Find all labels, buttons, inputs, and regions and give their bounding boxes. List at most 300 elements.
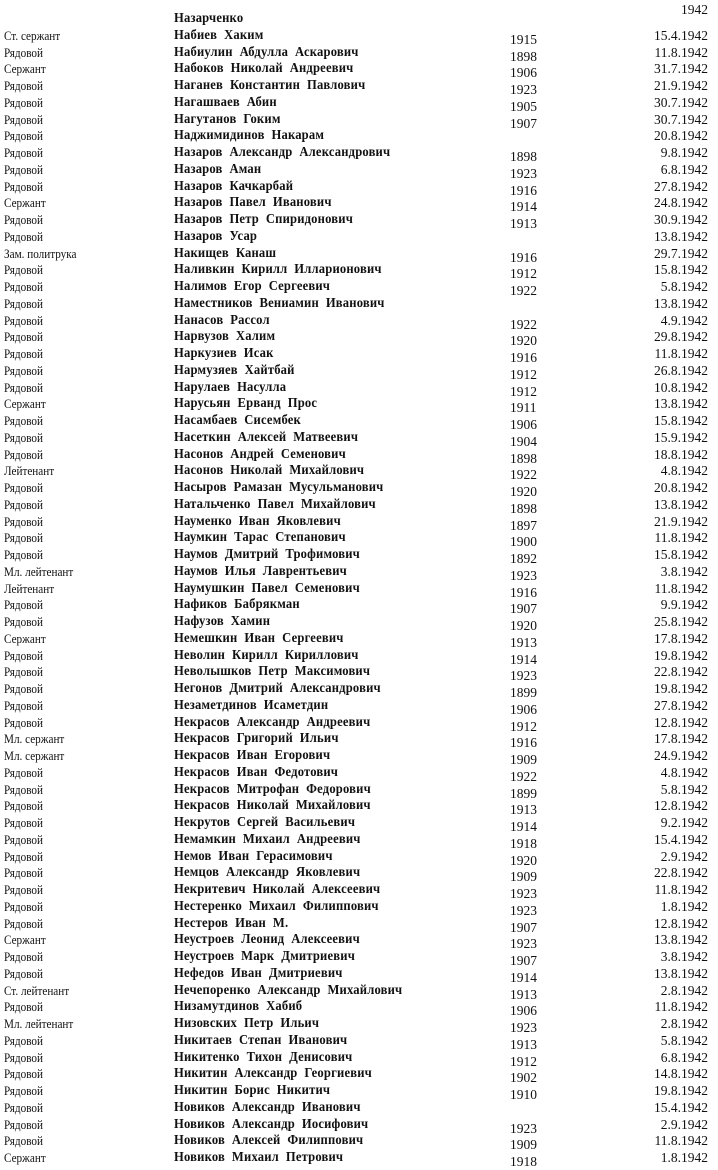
roster-row	[0, 714, 718, 734]
death-date-cell: 5.8.1942	[660, 1032, 708, 1048]
roster-row	[0, 630, 718, 650]
rank-cell: Рядовой	[4, 279, 43, 294]
death-date-cell: 15.8.1942	[654, 413, 708, 428]
name-cell: Назаров Петр Спиридонович	[174, 212, 353, 227]
name-cell: Науменко Иван Яковлевич	[174, 513, 341, 529]
rank-cell: Сержант	[4, 630, 46, 646]
rank-cell: Мл. сержант	[4, 731, 65, 747]
birth-year-cell: 1913	[510, 802, 537, 818]
rank-cell: Рядовой	[4, 446, 43, 462]
rank-cell: Рядовой	[4, 1099, 43, 1115]
roster-row	[0, 1049, 718, 1069]
roster-row	[0, 379, 718, 399]
death-date-cell: 19.8.1942	[654, 1083, 708, 1098]
death-date-cell: 3.8.1942	[660, 563, 708, 579]
rank-cell: Рядовой	[4, 647, 43, 663]
birth-year-cell: 1920	[510, 484, 537, 499]
rank-cell: Рядовой	[4, 480, 43, 495]
roster-row	[0, 764, 718, 784]
rank-cell: Рядовой	[4, 513, 43, 529]
birth-year-cell: 1912	[510, 266, 537, 282]
death-date-cell: 13.8.1942	[654, 228, 708, 244]
rank-cell: Рядовой	[4, 128, 43, 144]
death-date-cell: 27.8.1942	[654, 178, 708, 194]
birth-year-cell: 1899	[510, 785, 537, 801]
name-cell: Наумкин Тарас Степанович	[174, 530, 346, 546]
roster-row	[0, 1116, 718, 1136]
birth-year-cell: 1914	[510, 199, 537, 215]
name-cell: Набиев Хаким	[174, 27, 264, 43]
name-cell: Насонов Николай Михайлович	[174, 463, 365, 479]
name-cell: Нагашваев Абин	[174, 94, 277, 110]
name-cell: Наливкин Кирилл Илларионович	[174, 262, 382, 278]
rank-cell: Рядовой	[4, 898, 43, 914]
rank-cell: Мл. сержант	[4, 748, 65, 763]
rank-cell: Рядовой	[4, 1083, 43, 1098]
roster-row	[0, 647, 718, 667]
death-date-cell: 11.8.1942	[654, 530, 708, 546]
roster-row	[0, 278, 718, 298]
birth-year-cell: 1916	[510, 249, 537, 265]
roster-row	[0, 965, 718, 985]
roster-row	[0, 563, 718, 583]
rank-cell: Рядовой	[4, 664, 43, 680]
roster-row	[0, 111, 718, 131]
name-cell: Некрасов Николай Михайлович	[174, 798, 371, 814]
roster-row	[0, 998, 718, 1019]
death-date-cell: 11.8.1942	[654, 580, 708, 596]
roster-row	[0, 328, 718, 349]
death-date-cell: 14.8.1942	[654, 1066, 708, 1082]
death-date-cell: 30.9.1942	[654, 212, 708, 227]
death-date-cell: 9.2.1942	[660, 815, 708, 830]
death-date-cell: 12.8.1942	[654, 915, 708, 931]
birth-year-cell: 1906	[510, 701, 537, 717]
roster-row	[0, 697, 718, 717]
name-cell: Назаров Усар	[174, 228, 258, 244]
name-cell: Наркузиев Исак	[174, 346, 274, 361]
roster-row	[0, 529, 718, 550]
rank-cell: Рядовой	[4, 949, 43, 964]
birth-year-cell: 1913	[510, 1036, 537, 1052]
rank-cell: Рядовой	[4, 882, 43, 897]
roster-row	[0, 730, 718, 751]
birth-year-cell: 1923	[510, 1120, 537, 1136]
roster-row	[0, 10, 718, 27]
name-cell: Нафиков Бабрякман	[174, 597, 300, 613]
roster-row	[0, 881, 718, 901]
birth-year-cell: 1897	[510, 517, 537, 533]
name-cell: Накищев Канаш	[174, 245, 277, 261]
rank-cell: Рядовой	[4, 848, 43, 864]
birth-year-cell: 1916	[510, 735, 537, 751]
roster-row	[0, 982, 718, 1002]
birth-year-cell: 1892	[510, 551, 537, 566]
roster-row	[0, 1132, 718, 1153]
death-date-cell: 26.8.1942	[654, 362, 708, 378]
death-date-cell: 13.8.1942	[654, 496, 708, 512]
birth-year-cell: 1906	[510, 65, 537, 81]
roster-row	[0, 513, 718, 533]
roster-row	[0, 1082, 718, 1102]
rank-cell: Рядовой	[4, 831, 43, 847]
death-date-cell: 19.8.1942	[654, 681, 708, 696]
birth-year-cell: 1916	[510, 182, 537, 198]
roster-row	[0, 580, 718, 600]
death-date-cell: 18.8.1942	[654, 446, 708, 462]
birth-year-cell: 1923	[510, 668, 537, 684]
name-cell: Нестеров Иван М.	[174, 915, 289, 931]
birth-year-cell: 1923	[510, 165, 537, 181]
death-date-cell: 5.8.1942	[660, 279, 708, 294]
name-cell: Нечепоренко Александр Михайлович	[174, 982, 403, 998]
name-cell: Некрасов Иван Егорович	[174, 748, 331, 763]
death-date-cell: 6.8.1942	[660, 1049, 708, 1065]
death-date-cell: 9.9.1942	[660, 597, 708, 613]
rank-cell: Рядовой	[4, 212, 43, 227]
rank-cell: Рядовой	[4, 530, 43, 546]
name-cell: Некрутов Сергей Васильевич	[174, 815, 356, 830]
birth-year-cell: 1922	[510, 283, 537, 298]
name-cell: Немов Иван Герасимович	[174, 848, 333, 864]
birth-year-cell: 1922	[510, 316, 537, 332]
roster-row	[0, 781, 718, 801]
death-date-cell: 1.8.1942	[660, 1150, 708, 1165]
header-date: 1942	[681, 2, 708, 17]
death-date-cell: 5.8.1942	[660, 781, 708, 797]
rank-cell: Рядовой	[4, 44, 43, 60]
birth-year-cell: 1907	[510, 601, 537, 617]
name-cell: Нагутанов Гоким	[174, 111, 281, 127]
birth-year-cell: 1920	[510, 618, 537, 633]
death-date-cell: 29.7.1942	[654, 245, 708, 261]
rank-cell: Сержант	[4, 932, 46, 948]
birth-year-cell: 1923	[510, 936, 537, 952]
death-date-cell: 2.8.1942	[660, 982, 708, 998]
death-date-cell: 21.9.1942	[654, 513, 708, 529]
death-date-cell: 20.8.1942	[654, 480, 708, 495]
rank-cell: Сержант	[4, 1150, 46, 1165]
rank-cell: Рядовой	[4, 1133, 43, 1149]
death-date-cell: 15.8.1942	[654, 262, 708, 278]
birth-year-cell: 1923	[510, 886, 537, 901]
rank-cell: Рядовой	[4, 798, 43, 814]
name-cell: Новиков Александр Иосифович	[174, 1116, 369, 1132]
rank-cell: Рядовой	[4, 697, 43, 713]
rank-cell: Ст. лейтенант	[4, 982, 70, 998]
roster-row	[0, 596, 718, 617]
birth-year-cell: 1912	[510, 366, 537, 382]
name-cell: Наганев Константин Павлович	[174, 78, 366, 93]
death-date-cell: 17.8.1942	[654, 630, 708, 646]
name-cell: Новиков Алексей Филиппович	[174, 1133, 364, 1149]
name-cell: Назарченко	[174, 11, 244, 26]
roster-row	[0, 848, 718, 868]
death-date-cell: 12.8.1942	[654, 714, 708, 730]
name-cell: Наместников Вениамин Иванович	[174, 295, 385, 311]
death-date-cell: 11.8.1942	[654, 882, 708, 897]
name-cell: Немешкин Иван Сергеевич	[174, 630, 344, 646]
death-date-cell: 2.9.1942	[660, 848, 708, 864]
death-date-cell: 24.8.1942	[654, 195, 708, 211]
death-date-cell: 27.8.1942	[654, 697, 708, 713]
death-date-cell: 13.8.1942	[654, 965, 708, 981]
roster-row	[0, 915, 718, 935]
death-date-cell: 22.8.1942	[654, 865, 708, 881]
roster-row	[0, 462, 718, 483]
birth-year-cell: 1914	[510, 651, 537, 667]
name-cell: Натальченко Павел Михайлович	[174, 496, 376, 512]
birth-year-cell: 1906	[510, 417, 537, 432]
birth-year-cell: 1923	[510, 902, 537, 918]
birth-year-cell: 1923	[510, 567, 537, 583]
roster-row	[0, 295, 718, 312]
name-cell: Наумов Дмитрий Трофимович	[174, 547, 360, 562]
name-cell: Немцов Александр Яковлевич	[174, 865, 361, 881]
rank-cell: Рядовой	[4, 312, 43, 328]
roster-row	[0, 864, 718, 885]
name-cell: Неволышков Петр Максимович	[174, 664, 371, 680]
death-date-cell: 31.7.1942	[654, 61, 708, 77]
birth-year-cell: 1912	[510, 718, 537, 734]
roster-row	[0, 77, 718, 97]
name-cell: Неволин Кирилл Кириллович	[174, 647, 359, 663]
rank-cell: Рядовой	[4, 1116, 43, 1132]
name-cell: Насонов Андрей Семенович	[174, 446, 346, 462]
rank-cell: Мл. лейтенант	[4, 563, 74, 579]
roster-row	[0, 127, 718, 144]
birth-year-cell: 1920	[510, 333, 537, 349]
death-date-cell: 25.8.1942	[654, 614, 708, 629]
death-date-cell: 4.8.1942	[660, 463, 708, 479]
death-date-cell: 20.8.1942	[654, 128, 708, 144]
birth-year-cell: 1904	[510, 433, 537, 449]
roster-row	[0, 362, 718, 382]
name-cell: Новиков Александр Иванович	[174, 1099, 361, 1115]
death-date-cell: 15.9.1942	[654, 429, 708, 445]
roster-row	[0, 680, 718, 700]
roster-row	[0, 1149, 718, 1169]
name-cell: Нарулаев Насулла	[174, 379, 287, 395]
birth-year-cell: 1913	[510, 216, 537, 231]
birth-year-cell: 1918	[510, 835, 537, 851]
birth-year-cell: 1909	[510, 752, 537, 767]
roster-row	[0, 831, 718, 851]
death-date-cell: 19.8.1942	[654, 647, 708, 663]
rank-cell: Рядовой	[4, 413, 43, 428]
name-cell: Нестеренко Михаил Филиппович	[174, 898, 379, 914]
birth-year-cell: 1912	[510, 383, 537, 399]
name-cell: Нефедов Иван Дмитриевич	[174, 965, 343, 981]
death-date-cell: 13.8.1942	[654, 396, 708, 412]
name-cell: Неустроев Марк Дмитриевич	[174, 949, 355, 964]
name-cell: Никитенко Тихон Денисович	[174, 1049, 353, 1065]
rank-cell: Рядовой	[4, 362, 43, 378]
rank-cell: Рядовой	[4, 161, 43, 177]
roster-row	[0, 144, 718, 164]
roster-row	[0, 44, 718, 64]
roster-row	[0, 312, 718, 332]
rank-cell: Рядовой	[4, 965, 43, 981]
name-cell: Набиулин Абдулла Аскарович	[174, 44, 359, 60]
roster-row	[0, 27, 718, 47]
death-date-cell: 3.8.1942	[660, 949, 708, 964]
rank-cell: Рядовой	[4, 78, 43, 93]
death-date-cell: 17.8.1942	[654, 731, 708, 747]
name-cell: Незаметдинов Исаметдин	[174, 697, 329, 713]
roster-row	[0, 1015, 718, 1035]
name-cell: Некрасов Иван Федотович	[174, 764, 339, 780]
death-date-cell: 21.9.1942	[654, 78, 708, 93]
rank-cell: Мл. лейтенант	[4, 1016, 74, 1031]
rank-cell: Рядовой	[4, 764, 43, 780]
death-date-cell: 22.8.1942	[654, 664, 708, 680]
name-cell: Немамкин Михаил Андреевич	[174, 831, 361, 847]
death-date-cell: 4.8.1942	[660, 764, 708, 780]
name-cell: Некритевич Николай Алексеевич	[174, 882, 381, 897]
name-cell: Назаров Павел Иванович	[174, 195, 332, 211]
name-cell: Некрасов Митрофан Федорович	[174, 781, 371, 797]
birth-year-cell: 1907	[510, 919, 537, 935]
rank-cell: Лейтенант	[4, 580, 55, 596]
roster-row	[0, 797, 718, 818]
name-cell: Назаров Качкарбай	[174, 178, 294, 194]
roster-row	[0, 161, 718, 181]
birth-year-cell: 1906	[510, 1003, 537, 1019]
roster-row	[0, 613, 718, 633]
roster-row	[0, 663, 718, 684]
rank-cell: Рядовой	[4, 1049, 43, 1065]
name-cell: Новиков Михаил Петрович	[174, 1150, 344, 1165]
rank-cell: Рядовой	[4, 597, 43, 613]
death-date-cell: 11.8.1942	[654, 346, 708, 361]
birth-year-cell: 1920	[510, 852, 537, 868]
rank-cell: Рядовой	[4, 496, 43, 512]
rank-cell: Сержант	[4, 396, 46, 412]
birth-year-cell: 1913	[510, 986, 537, 1002]
roster-row	[0, 245, 718, 265]
name-cell: Низовских Петр Ильич	[174, 1016, 320, 1031]
rank-cell: Лейтенант	[4, 463, 55, 479]
name-cell: Нарусьян Ерванд Прос	[174, 396, 318, 412]
rank-cell: Рядовой	[4, 999, 43, 1015]
name-cell: Насеткин Алексей Матвеевич	[174, 429, 359, 445]
rank-cell: Ст. сержант	[4, 27, 61, 43]
death-date-cell: 13.8.1942	[654, 295, 708, 311]
roster-row	[0, 747, 718, 767]
rank-cell: Рядовой	[4, 178, 43, 194]
death-date-cell: 9.8.1942	[660, 145, 708, 160]
birth-year-cell: 1900	[510, 534, 537, 550]
name-cell: Никитаев Степан Иванович	[174, 1032, 348, 1048]
roster-row	[0, 814, 718, 834]
roster-row	[0, 228, 718, 245]
birth-year-cell: 1916	[510, 584, 537, 600]
death-date-cell: 11.8.1942	[654, 44, 708, 60]
birth-year-cell: 1912	[510, 1053, 537, 1069]
birth-year-cell: 1922	[510, 467, 537, 483]
rank-cell: Рядовой	[4, 228, 43, 244]
roster-row	[0, 546, 718, 566]
rank-cell: Рядовой	[4, 329, 43, 345]
birth-year-cell: 1914	[510, 969, 537, 985]
rank-cell: Рядовой	[4, 547, 43, 562]
roster-row	[0, 1065, 718, 1086]
name-cell: Наджимидинов Накарам	[174, 128, 325, 144]
birth-year-cell: 1898	[510, 48, 537, 64]
death-date-cell: 11.8.1942	[654, 1133, 708, 1149]
death-date-cell: 30.7.1942	[654, 94, 708, 110]
roster-row	[0, 931, 718, 952]
death-date-cell: 6.8.1942	[660, 161, 708, 177]
death-date-cell: 15.8.1942	[654, 547, 708, 562]
rank-cell: Рядовой	[4, 429, 43, 445]
death-date-cell: 24.9.1942	[654, 748, 708, 763]
rank-cell: Рядовой	[4, 714, 43, 730]
name-cell: Наумов Илья Лаврентьевич	[174, 563, 347, 579]
death-date-cell: 11.8.1942	[654, 999, 708, 1015]
name-cell: Негонов Дмитрий Александрович	[174, 681, 381, 696]
name-cell: Некрасов Александр Андреевич	[174, 714, 371, 730]
roster-row	[0, 60, 718, 81]
birth-year-cell: 1915	[510, 31, 537, 47]
roster-row	[0, 412, 718, 432]
death-date-cell: 2.9.1942	[660, 1116, 708, 1132]
birth-year-cell: 1909	[510, 869, 537, 885]
roster-row	[0, 496, 718, 516]
rank-cell: Рядовой	[4, 1032, 43, 1048]
birth-year-cell: 1923	[510, 82, 537, 97]
rank-cell: Рядовой	[4, 915, 43, 931]
birth-year-cell: 1911	[510, 400, 537, 416]
rank-cell: Рядовой	[4, 865, 43, 881]
name-cell: Нарвузов Халим	[174, 329, 276, 345]
death-date-cell: 15.4.1942	[654, 831, 708, 847]
birth-year-cell: 1907	[510, 953, 537, 968]
name-cell: Нанасов Рассол	[174, 312, 270, 328]
name-cell: Налимов Егор Сергеевич	[174, 279, 331, 294]
birth-year-cell: 1913	[510, 634, 537, 650]
name-cell: Назаров Аман	[174, 161, 262, 177]
name-cell: Никитин Борис Никитич	[174, 1083, 331, 1098]
name-cell: Нармузяев Хайтбай	[174, 362, 295, 378]
roster-row	[0, 446, 718, 466]
birth-year-cell: 1914	[510, 819, 537, 834]
rank-cell: Рядовой	[4, 781, 43, 797]
rank-cell: Рядовой	[4, 295, 43, 311]
roster-row	[0, 429, 718, 449]
name-cell: Насыров Рамазан Мусульманович	[174, 480, 384, 495]
rank-cell: Рядовой	[4, 1066, 43, 1082]
death-date-cell: 30.7.1942	[654, 111, 708, 127]
name-cell: Низамутдинов Хабиб	[174, 999, 303, 1015]
death-date-cell: 12.8.1942	[654, 798, 708, 814]
death-date-cell: 2.8.1942	[660, 1016, 708, 1031]
roster-row	[0, 94, 718, 114]
roster-row	[0, 178, 718, 198]
birth-year-cell: 1909	[510, 1137, 537, 1153]
roster-row	[0, 948, 718, 968]
rank-cell: Рядовой	[4, 815, 43, 830]
name-cell: Неустроев Леонид Алексеевич	[174, 932, 360, 948]
rank-cell: Рядовой	[4, 262, 43, 278]
name-cell: Никитин Александр Георгиевич	[174, 1066, 372, 1082]
birth-year-cell: 1905	[510, 98, 537, 114]
birth-year-cell: 1923	[510, 1020, 537, 1035]
roster-row	[0, 395, 718, 416]
roster-row	[0, 479, 718, 499]
birth-year-cell: 1898	[510, 500, 537, 516]
